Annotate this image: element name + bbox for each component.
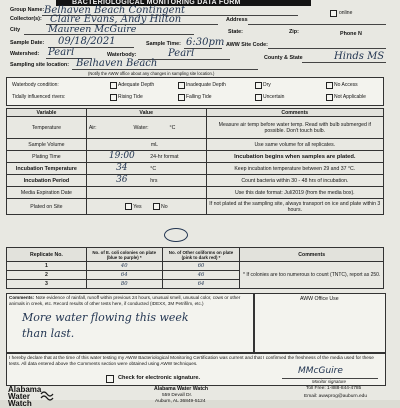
air-label: Air: — [88, 124, 97, 131]
ecoli-header: No. of E. coli colonies on plate (blue to purple) * — [86, 248, 162, 262]
city-label: City — [10, 27, 21, 33]
variable-cell: Incubation Temperature — [7, 163, 87, 175]
table-row — [7, 139, 384, 151]
comment-cell: Measure air temp before water temp. Read with bulb submerged if possible. Don't touch bulb. — [206, 117, 383, 139]
variable-header: Variable — [7, 109, 87, 117]
group-name-value[interactable]: Belhaven Beach Contingent — [44, 5, 186, 16]
online-label: online — [339, 10, 353, 16]
inadequate-depth-label: Inadequate Depth — [186, 82, 226, 88]
variable-cell: Temperature — [7, 117, 87, 139]
value-header: Value — [86, 109, 206, 117]
incubation-temp-value: 34 — [116, 163, 128, 173]
ecoli-count[interactable]: 40 — [86, 262, 162, 271]
comment-cell: Incubation begins when samples are plated. — [206, 151, 383, 163]
comments-label: Comments: — [9, 295, 35, 300]
certification-text: I hereby declare that at the time of this water testing my AWW Bacteriological Monitoring Certification was current and that I confirmed the freshness of the media used for these tests. All data entered above the Comments section were obtained using AWW techniques. — [9, 355, 374, 366]
collectors-value[interactable]: Claire Evans, Andy Hilton — [50, 14, 182, 25]
no-access-checkbox[interactable] — [326, 82, 333, 89]
aww-logo-wave-icon — [40, 388, 54, 400]
plating-time-value-cell[interactable] — [86, 151, 206, 163]
site-location-value[interactable]: Belhaven Beach — [76, 58, 158, 69]
tidal-label: Tidally influenced rivers: — [12, 94, 66, 100]
comments-instructions — [9, 295, 247, 307]
replicate-note: * If colonies are too numerous to count (TNTC), report as 250. — [240, 262, 384, 289]
media-expiration-value-cell[interactable] — [86, 187, 206, 199]
monitor-signature-label: Monitor signature — [312, 379, 346, 384]
county-value[interactable]: Hinds MS — [334, 51, 385, 62]
footer-address-1: 559 Devall Dr. — [162, 393, 193, 398]
plated-no-label: No — [160, 203, 168, 210]
comment-cell: Keep incubation temperature between 29 and 37 °C. — [206, 163, 383, 175]
sample-date-value[interactable]: 09/18/2021 — [58, 36, 116, 47]
waterbody-value[interactable]: Pearl — [168, 48, 195, 59]
footer-tollfree: Toll Free: 1-888-844-4785 — [306, 386, 362, 391]
table-row — [7, 163, 384, 175]
zip-label: Zip: — [289, 29, 299, 35]
county-label: County & State — [264, 55, 303, 61]
other-coliform-count[interactable]: 64 — [162, 280, 240, 289]
unit-label: °C — [150, 166, 157, 172]
county-line — [302, 62, 386, 63]
table-row — [7, 117, 384, 139]
plated-on-site-value-cell — [86, 199, 206, 215]
uncertain-label: Uncertain — [263, 94, 285, 100]
phone-label: Phone N — [340, 31, 362, 37]
aww-logo-line-1: Alabama — [8, 385, 42, 394]
table-row — [7, 151, 384, 163]
rising-tide-checkbox[interactable] — [110, 94, 117, 101]
monitor-signature[interactable]: MMcGuire — [298, 366, 343, 376]
variable-cell: Plated on Site — [7, 199, 87, 215]
replicate-number: 1 — [7, 262, 87, 271]
footer-address-2: Auburn, AL 36849-5124 — [155, 399, 206, 404]
plated-no-circle-mark — [164, 228, 188, 242]
table-row — [7, 262, 384, 271]
sample-volume-value-cell[interactable] — [86, 139, 206, 151]
replicate-header: Replicate No. — [7, 248, 87, 262]
form-title: BACTERIOLOGICAL MONITORING DATA FORM — [72, 0, 241, 6]
aww-logo-line-3: Watch — [8, 399, 32, 408]
unit-label: 24-hr format — [150, 154, 179, 160]
waterbody-condition-label: Waterbody condition: — [12, 82, 59, 88]
other-coliform-header: No. of Other coliforms on plate (pink to dark red) * — [162, 248, 240, 262]
variable-cell: Plating Time — [7, 151, 87, 163]
incubation-period-value-cell[interactable] — [86, 175, 206, 187]
inadequate-depth-checkbox[interactable] — [178, 82, 185, 89]
ecoli-count[interactable]: 64 — [86, 271, 162, 280]
comments-header: Comments — [206, 109, 383, 117]
sample-date-label: Sample Date: — [10, 40, 45, 46]
table-row — [7, 187, 384, 199]
group-name-label: Group Name: — [10, 7, 45, 13]
falling-tide-checkbox[interactable] — [178, 94, 185, 101]
comment-cell: Count bacteria within 30 - 48 hrs of incubation. — [206, 175, 383, 187]
online-checkbox[interactable] — [330, 10, 337, 17]
watershed-value[interactable]: Pearl — [48, 47, 75, 58]
incubation-temp-value-cell[interactable] — [86, 163, 206, 175]
table-row — [7, 199, 384, 215]
dry-checkbox[interactable] — [255, 82, 262, 89]
site-location-line — [72, 69, 258, 70]
ecoli-count[interactable]: 80 — [86, 280, 162, 289]
plated-yes-checkbox[interactable] — [125, 203, 132, 210]
unit-label: °C — [169, 124, 176, 131]
comment-cell: If not plated at the sampling site, always transport on ice and plate within 3 hours. — [206, 199, 383, 215]
site-location-label: Sampling site location: — [10, 62, 70, 68]
comment-cell: Use this date format: Jul/2019 (from the media box). — [206, 187, 383, 199]
other-coliform-count[interactable]: 60 — [162, 262, 240, 271]
site-location-notice: (Notify the AWW office about any changes in sampling site location.) — [88, 71, 215, 76]
variable-cell: Media Expiration Date — [7, 187, 87, 199]
address-line — [248, 24, 386, 25]
electronic-signature-checkbox[interactable] — [106, 375, 114, 383]
table-row — [7, 175, 384, 187]
waterbody-label: Waterbody: — [107, 52, 137, 58]
plated-no-checkbox[interactable] — [153, 203, 160, 210]
not-applicable-label: Not Applicable — [334, 94, 366, 100]
measurement-table — [6, 108, 384, 215]
site-code-label: AWW Site Code: — [226, 42, 268, 48]
plating-time-value: 19:00 — [108, 151, 135, 161]
other-coliform-count[interactable]: 46 — [162, 271, 240, 280]
temperature-value-cell[interactable] — [86, 117, 206, 139]
sample-time-value[interactable]: 6:30pm — [186, 37, 225, 48]
replicate-number: 2 — [7, 271, 87, 280]
comment-handwritten-line-2[interactable]: than last. — [22, 327, 75, 340]
variable-cell: Sample Volume — [7, 139, 87, 151]
collectors-label: Collector(s): — [10, 16, 42, 22]
water-label: Water: — [133, 124, 149, 131]
falling-tide-label: Falling Tide — [186, 94, 212, 100]
uncertain-checkbox[interactable] — [255, 94, 262, 101]
replicate-number: 3 — [7, 280, 87, 289]
incubation-period-value: 36 — [116, 175, 128, 185]
aww-logo-line-2: Water — [8, 392, 30, 401]
plated-yes-label: Yes — [133, 203, 142, 210]
dry-label: Dry — [263, 82, 271, 88]
comments-instructions-text: Note evidence of rainfall, runoff within previous 24 hours, unusual smell, unusual color, cows or other animals in creek, etc. Record results of other tests here, if conducted (IDEXX, 3M Petrifilm, etc.) — [9, 295, 241, 306]
footer-org-name: Alabama Water Watch — [154, 386, 209, 392]
unit-label: hrs — [150, 178, 158, 184]
replicate-comments-header: Comments — [240, 248, 384, 262]
sample-time-label: Sample Time: — [146, 41, 181, 47]
adequate-depth-label: Adequate Depth — [118, 82, 155, 88]
comment-cell: Use same volume for all replicates. — [206, 139, 383, 151]
comment-handwritten-line-1[interactable]: More water flowing this week — [22, 311, 189, 324]
address-label: Address — [226, 17, 248, 23]
electronic-signature-label: Check for electronic signature. — [118, 375, 201, 381]
adequate-depth-checkbox[interactable] — [110, 82, 117, 89]
not-applicable-checkbox[interactable] — [326, 94, 333, 101]
state-label: State: — [228, 29, 243, 35]
site-code-line — [268, 48, 386, 49]
collectors-value-2[interactable]: Maureen McGuire — [48, 24, 137, 35]
footer-email[interactable]: Email: awwprog@auburn.edu — [304, 394, 367, 399]
replicate-table — [6, 247, 384, 289]
unit-label: mL — [150, 141, 159, 148]
office-use-box — [254, 293, 386, 353]
office-use-label: AWW Office Use — [300, 296, 339, 302]
watershed-label: Watershed: — [10, 51, 40, 57]
rising-tide-label: Rising Tide — [118, 94, 143, 100]
no-access-label: No Access — [334, 82, 358, 88]
variable-cell: Incubation Period — [7, 175, 87, 187]
